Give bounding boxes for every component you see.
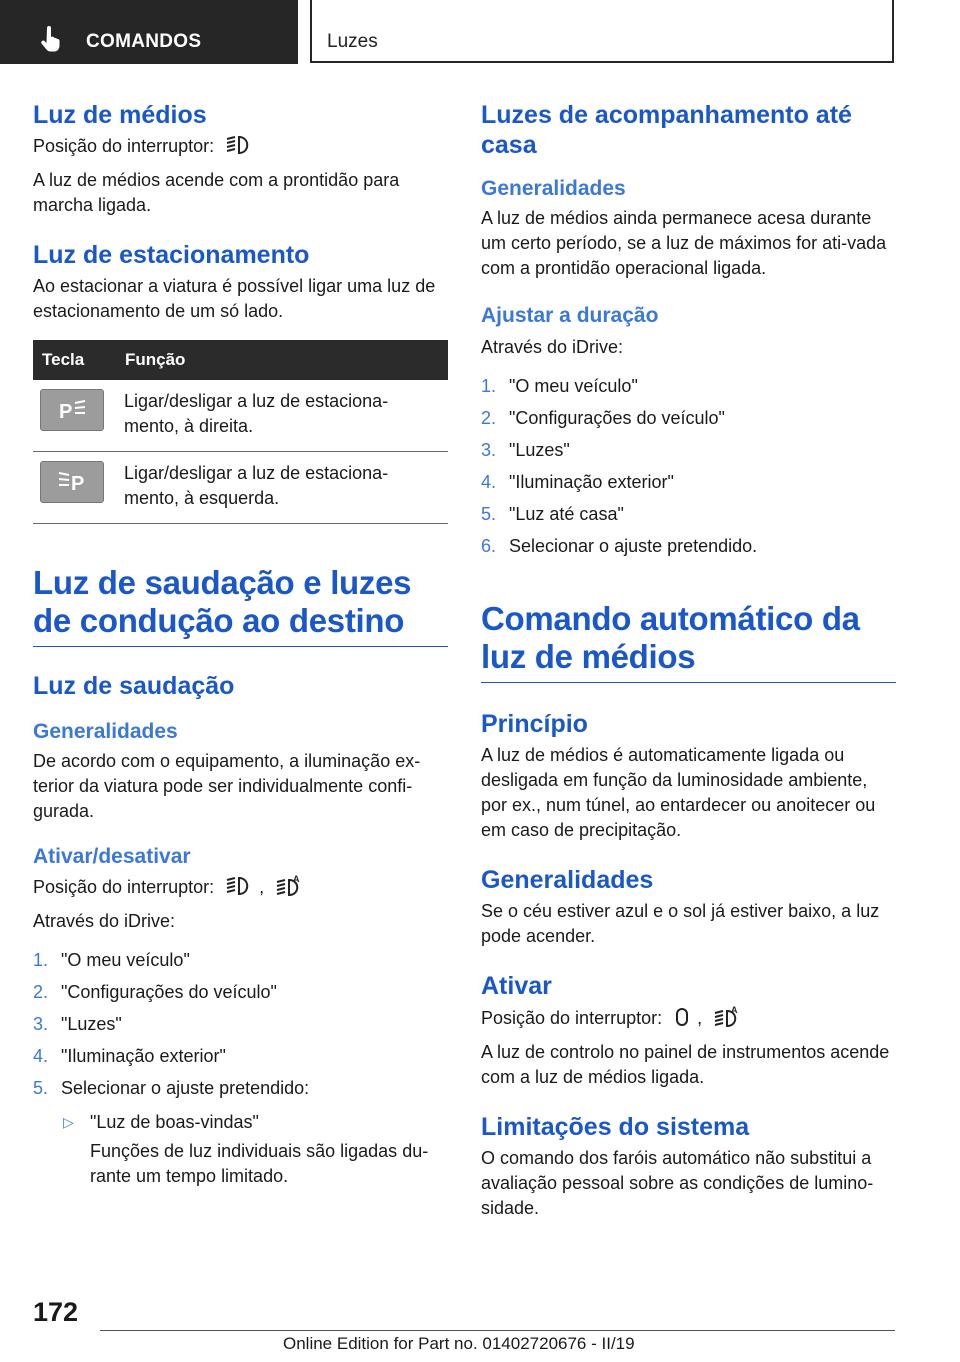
list-item: 3. "Luzes" — [33, 1014, 122, 1034]
principle-text: A luz de médios é automaticamente ligada ou desligada em função da luminosidade ambiente, por ex., num túnel, ao entardecer ou anoitecer ou em caso de precipitação. — [481, 745, 876, 840]
svg-text:P: P — [59, 401, 73, 422]
idrive-label: Através do iDrive: — [33, 911, 176, 931]
parking-key-table — [33, 340, 448, 524]
activate-text: A luz de controlo no painel de instrumentos acende com a luz de médios ligada. — [481, 1042, 890, 1087]
svg-text:A: A — [731, 1005, 738, 1015]
table-row — [33, 380, 448, 452]
general-text: De acordo com o equipamento, a iluminação ex-terior da viatura pode ser individualmente confi-gurada. — [33, 751, 421, 821]
table-header-row — [33, 340, 448, 380]
section-tab — [0, 0, 298, 64]
auto-light-icon — [275, 874, 303, 903]
bullet-label: "Luz de boas-vindas" — [90, 1112, 259, 1132]
parking-light-left-icon[interactable] — [40, 461, 104, 503]
footer-edition: Online Edition for Part no. 01402720676 - II/19 — [283, 1334, 635, 1353]
headlight-icon — [673, 1007, 691, 1034]
general-heading: Generalidades — [481, 866, 654, 894]
switch-line — [33, 874, 448, 903]
table-row — [33, 452, 448, 524]
list-item: 2. "Configurações do veículo" — [481, 408, 725, 428]
row-text: Ligar/desligar a luz de estaciona-mento, à esquerda. — [116, 452, 448, 524]
comma: , — [259, 877, 265, 897]
duration-heading: Ajustar a duração — [481, 304, 659, 327]
list-item: 4. "Iluminação exterior" — [481, 472, 674, 492]
list-item: 2. "Configurações do veículo" — [33, 982, 277, 1002]
switch-label: Posição do interruptor: — [481, 1008, 663, 1028]
limits-heading: Limitações do sistema — [481, 1113, 750, 1141]
parking-light-right-icon[interactable] — [40, 389, 104, 431]
hand-pointer-icon — [40, 26, 62, 57]
list-item: 1. "O meu veículo" — [481, 376, 638, 396]
low-beam-switch-line — [33, 134, 448, 162]
list-item: 4. "Iluminação exterior" — [33, 1046, 226, 1066]
parking-text: Ao estacionar a viatura é possível ligar uma luz de estacionamento de um só lado. — [33, 276, 436, 321]
svg-text:A: A — [293, 874, 300, 884]
col-key: Tecla — [33, 340, 116, 380]
activate-heading: Ativar/desativar — [33, 845, 191, 868]
low-beam-icon — [225, 135, 253, 162]
low-beam-text: A luz de médios acende com a prontidão para marcha ligada. — [33, 170, 400, 215]
low-beam-heading: Luz de médios — [33, 101, 207, 129]
list-item: 3. "Luzes" — [481, 440, 570, 460]
welcome-heading: Luz de saudação e luzes de condução ao destino — [33, 564, 412, 639]
page-number: 172 — [33, 1297, 79, 1327]
list-item: 5. Selecionar o ajuste pretendido: — [33, 1078, 310, 1098]
limits-text: O comando dos faróis automático não substitui a avaliação pessoal sobre as condições de lumino-sidade. — [481, 1148, 874, 1218]
principle-heading: Princípio — [481, 710, 588, 738]
chapter-title: Luzes — [327, 31, 378, 52]
footer-rule — [100, 1330, 895, 1331]
auto-light-icon — [713, 1005, 741, 1034]
steps-list — [481, 370, 896, 562]
chapter-box — [310, 0, 894, 63]
row-text: Ligar/desligar a luz de estaciona-mento, à direita. — [116, 380, 448, 452]
list-item: 1. "O meu veículo" — [33, 950, 190, 970]
svg-text:P: P — [71, 473, 85, 494]
comma: , — [697, 1008, 703, 1028]
general-text: Se o céu estiver azul e o sol já estiver baixo, a luz pode acender. — [481, 901, 880, 946]
activate-heading: Ativar — [481, 972, 552, 1000]
left-column — [33, 100, 448, 1189]
general-text: A luz de médios ainda permanece acesa durante um certo período, se a luz de máximos for ati-vada com a prontidão operacional ligada. — [481, 208, 887, 278]
right-column — [481, 100, 896, 1221]
idrive-label: Através do iDrive: — [481, 337, 624, 357]
general-heading: Generalidades — [33, 720, 178, 743]
switch-line — [481, 1005, 896, 1034]
switch-label: Posição do interruptor: — [33, 877, 215, 897]
section-title: COMANDOS — [86, 31, 202, 52]
welcome-sub-heading: Luz de saudação — [33, 672, 235, 700]
col-function: Função — [116, 340, 448, 380]
steps-list — [33, 944, 448, 1104]
list-item: 6. Selecionar o ajuste pretendido. — [481, 536, 758, 556]
switch-label: Posição do interruptor: — [33, 136, 215, 156]
heading-rule — [33, 646, 448, 647]
bullet-marker: ▷ — [63, 1114, 74, 1130]
list-item: 5. "Luz até casa" — [481, 504, 624, 524]
bullet-text: Funções de luz individuais são ligadas du-rante um tempo limitado. — [90, 1141, 429, 1186]
home-heading: Luzes de acompanhamento até casa — [481, 101, 852, 159]
general-heading: Generalidades — [481, 177, 626, 200]
low-beam-icon — [225, 876, 253, 903]
parking-heading: Luz de estacionamento — [33, 241, 310, 269]
auto-heading: Comando automático da luz de médios — [481, 600, 860, 675]
bullet-item — [33, 1110, 448, 1135]
heading-rule — [481, 682, 896, 683]
